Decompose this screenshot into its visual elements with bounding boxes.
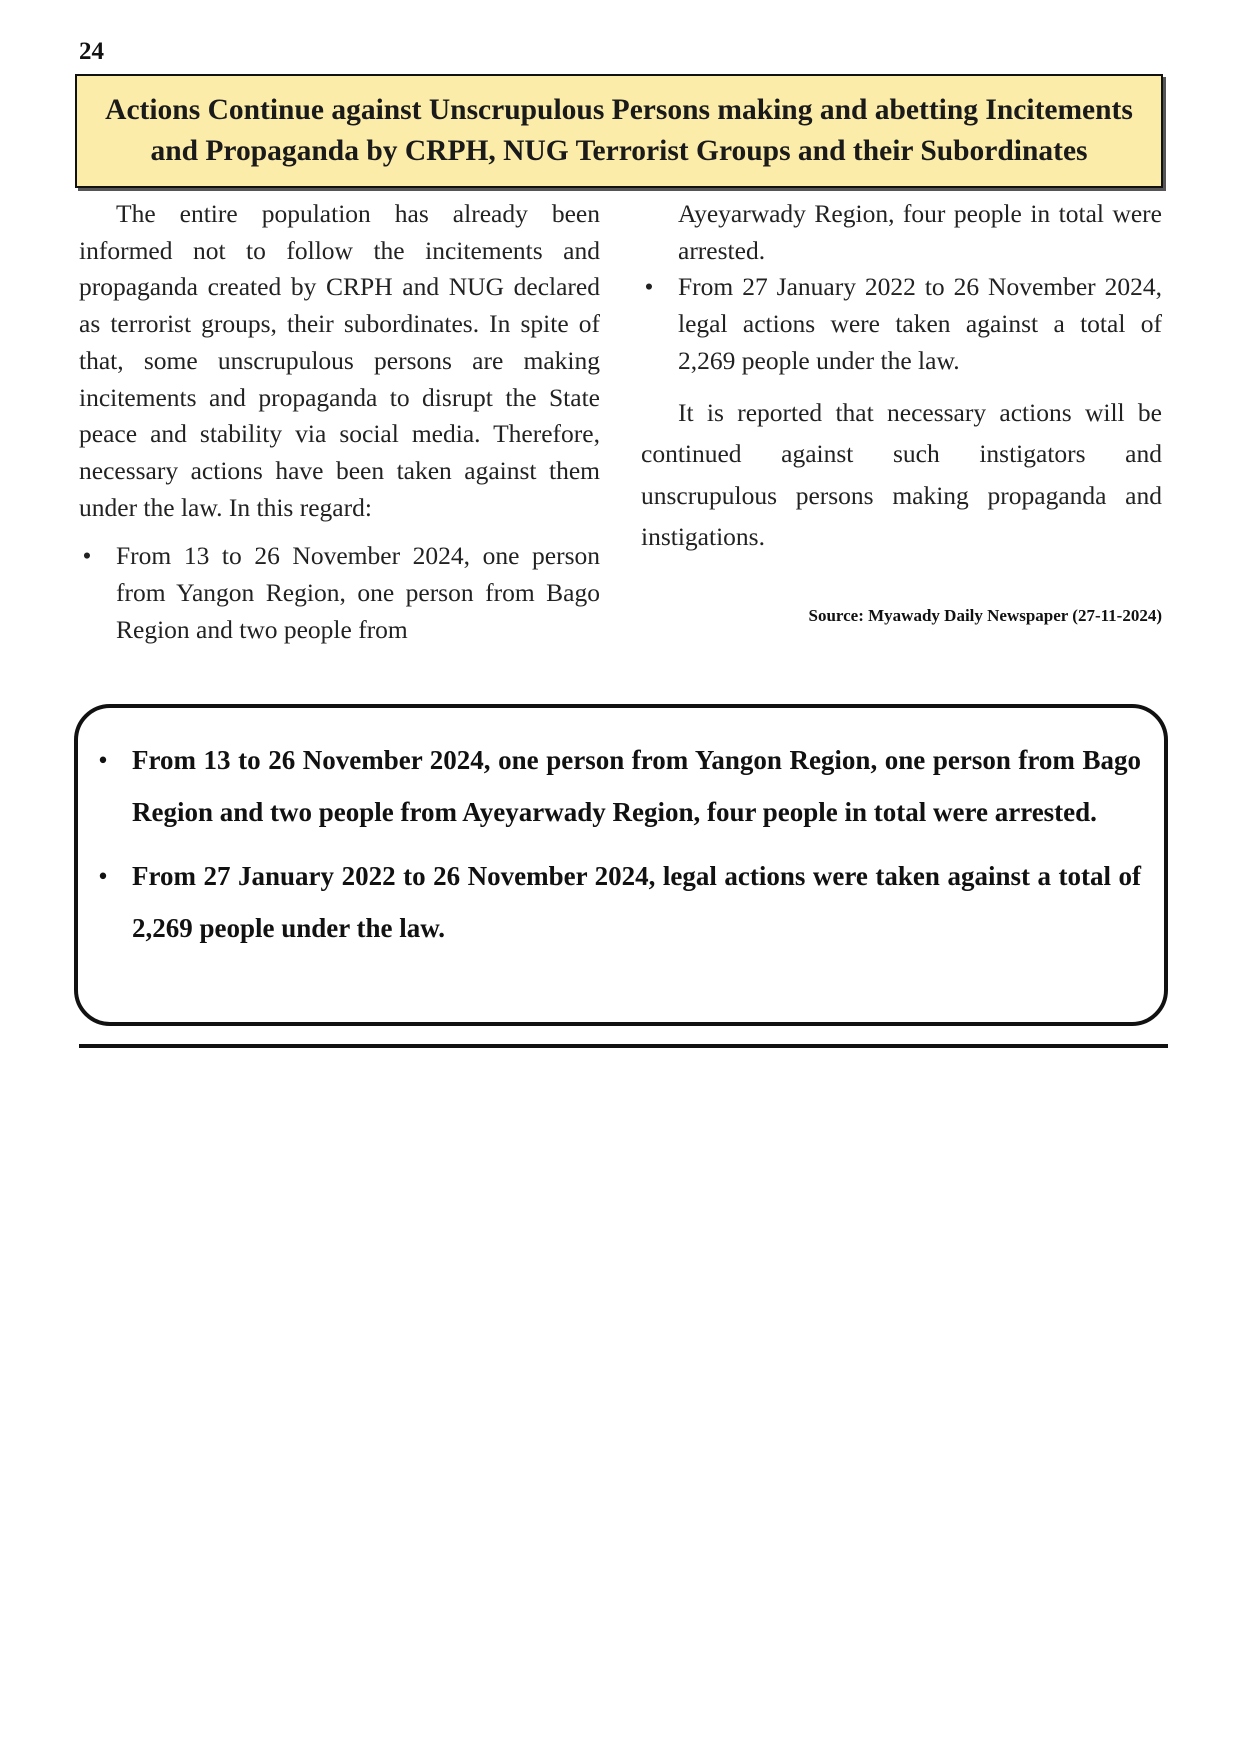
list-item — [641, 269, 1162, 379]
source-credit: Source: Myawady Daily Newspaper (27-11-2024) — [808, 605, 1162, 625]
article-bullet-list-continued — [641, 269, 1162, 379]
headline — [105, 90, 1133, 172]
list-item — [95, 850, 1141, 954]
headline-box — [75, 74, 1163, 188]
bullet-text-arrests-part-2: Ayeyarwady Region, four people in total were arrested. — [678, 199, 1162, 265]
summary-item-text: From 13 to 26 November 2024, one person from Yangon Region, one person from Bago Region and two people from Ayeyarwady Region, four people in total were arrested. — [132, 745, 1141, 827]
bullet-icon: • — [98, 861, 108, 891]
summary-box — [74, 704, 1168, 1026]
intro-paragraph: The entire population has already been informed not to follow the incitements and propaganda created by CRPH and NUG declared as terrorist groups, their subordinates. In spite of that, some unscrupulous persons are making incitements and propaganda to disrupt the State peace and stability via social media. Therefore, necessary actions have been taken against them under the law. In this regard: — [79, 199, 600, 522]
bullet-text-legal-actions: From 27 January 2022 to 26 November 2024, legal actions were taken against a total of 2,269 people under the law. — [678, 272, 1162, 375]
headline-line-2: and Propaganda by CRPH, NUG Terrorist Groups and their Subordinates — [150, 135, 1088, 167]
summary-item-text: From 27 January 2022 to 26 November 2024, legal actions were taken against a total of 2,269 people under the law. — [132, 861, 1141, 943]
article-column-right — [641, 196, 1162, 634]
headline-line-1: Actions Continue against Unscrupulous Persons making and abetting Incitements — [105, 94, 1133, 126]
bullet-icon: • — [82, 541, 92, 571]
list-item — [95, 734, 1141, 838]
article-bullet-list — [79, 538, 600, 648]
bullet-text-arrests-part-1: From 13 to 26 November 2024, one person from Yangon Region, one person from Bago Region and two people from — [116, 541, 600, 644]
article-column-left — [79, 196, 600, 648]
page-number: 24 — [79, 38, 104, 65]
summary-list — [95, 734, 1141, 954]
closing-paragraph: It is reported that necessary actions will be continued against such instigators and unscrupulous persons making propaganda and instigations. — [641, 397, 1162, 552]
list-item — [79, 538, 600, 648]
bottom-divider — [79, 1044, 1168, 1048]
bullet-icon: • — [98, 745, 108, 775]
bullet-icon: • — [644, 272, 654, 302]
